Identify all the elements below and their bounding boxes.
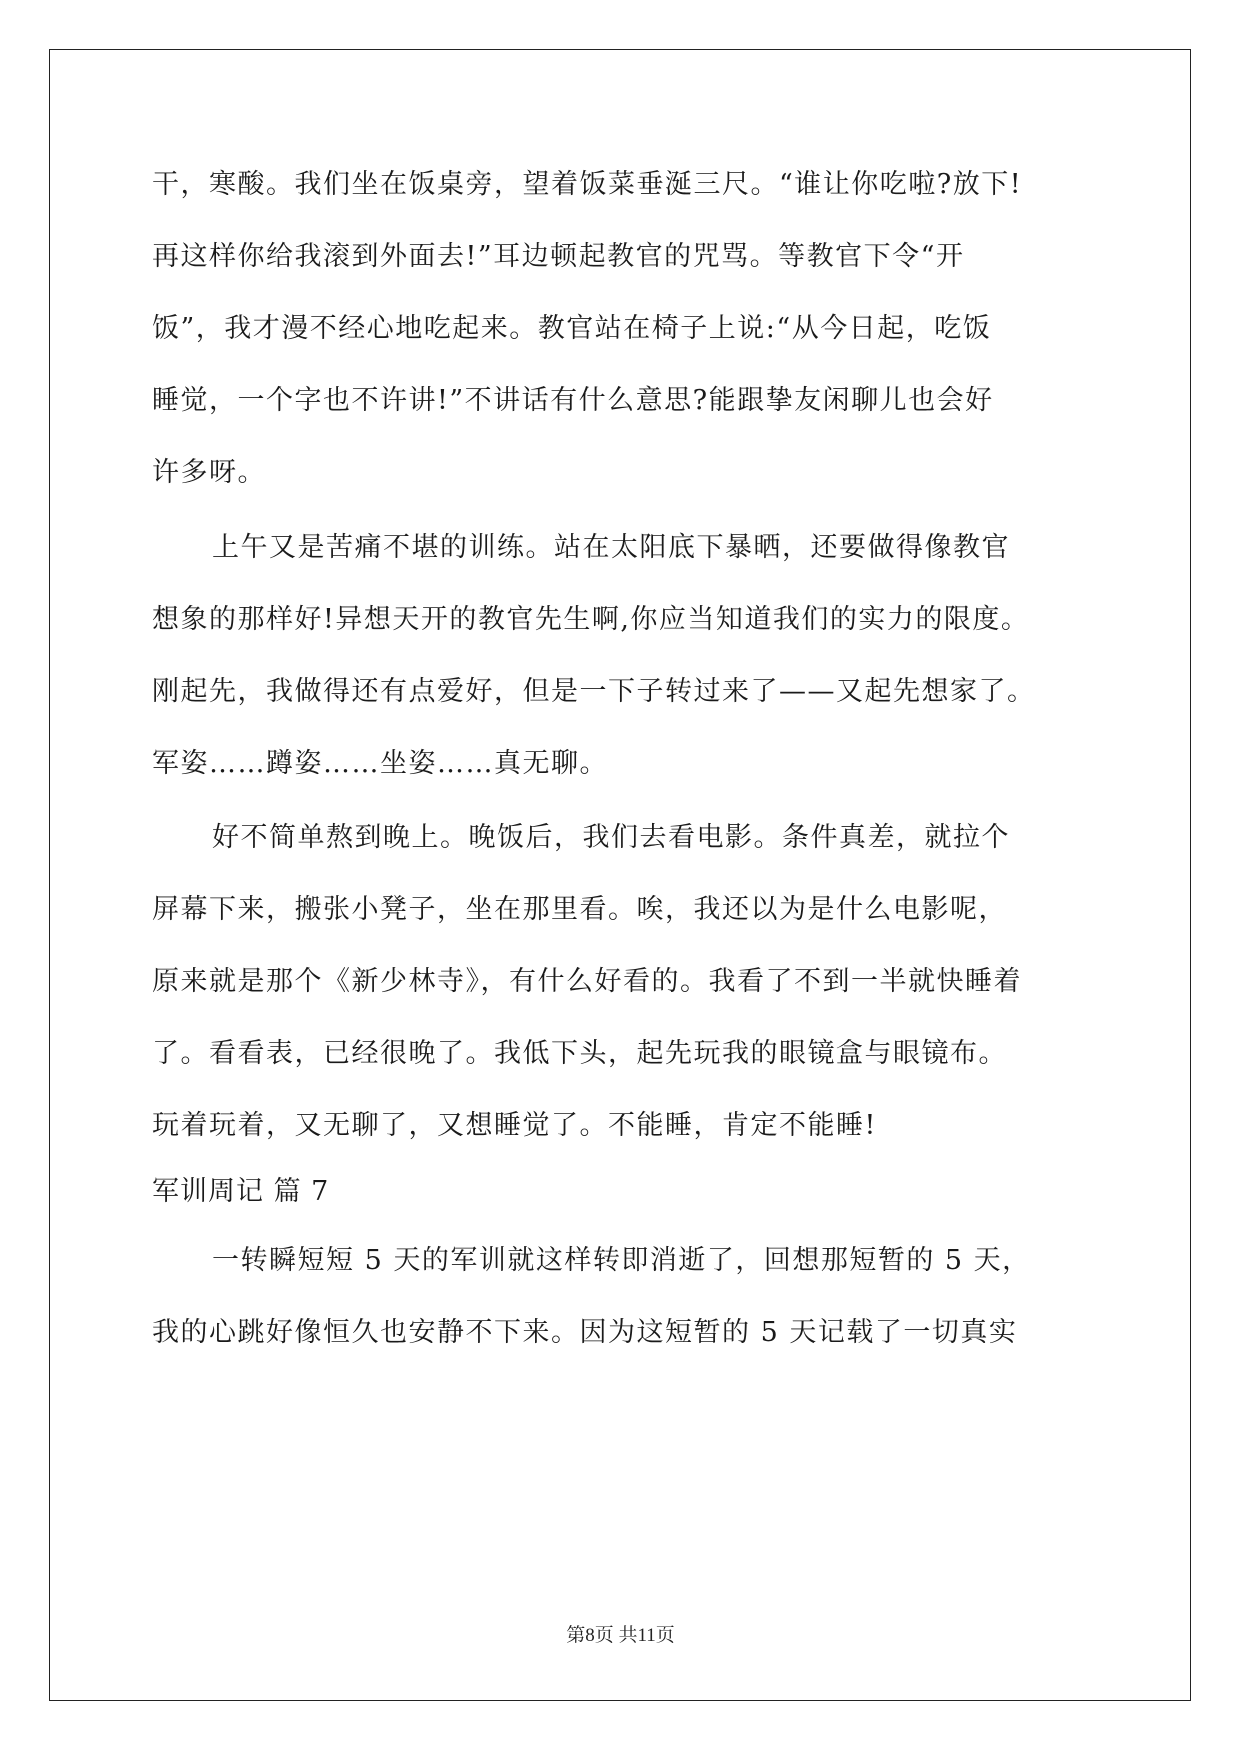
text-line: 睡觉，一个字也不许讲!”不讲话有什么意思?能跟挚友闲聊儿也会好	[152, 385, 994, 416]
text-line: 刚起先，我做得还有点爱好，但是一下子转过来了——又起先想家了。	[152, 676, 1036, 707]
page-border	[49, 49, 1191, 1701]
paragraph-start-line: 上午又是苦痛不堪的训练。站在太阳底下暴晒，还要做得像教官	[212, 532, 1010, 563]
paragraph-start-line: 好不简单熬到晚上。晚饭后，我们去看电影。条件真差，就拉个	[212, 822, 1010, 853]
text-line: 屏幕下来，搬张小凳子，坐在那里看。唉，我还以为是什么电影呢，	[152, 894, 1007, 925]
text-line: 原来就是那个《新少林寺》，有什么好看的。我看了不到一半就快睡着	[152, 966, 1022, 997]
text-line: 再这样你给我滚到外面去!”耳边顿起教官的咒骂。等教官下令“开	[152, 241, 965, 272]
text-line: 许多呀。	[152, 457, 266, 488]
text-line: 了。看看表，已经很晚了。我低下头，起先玩我的眼镜盒与眼镜布。	[152, 1038, 1007, 1069]
text-line: 想象的那样好!异想天开的教官先生啊,你应当知道我们的实力的限度。	[152, 604, 1030, 635]
text-line: 饭”，我才漫不经心地吃起来。教官站在椅子上说:“从今日起，吃饭	[152, 313, 992, 344]
paragraph-start-line: 一转瞬短短 5 天的军训就这样转即消逝了，回想那短暂的 5 天，	[212, 1245, 1031, 1276]
section-heading: 军训周记 篇 7	[152, 1176, 330, 1207]
text-line: 我的心跳好像恒久也安静不下来。因为这短暂的 5 天记载了一切真实	[152, 1317, 1018, 1348]
text-line: 干，寒酸。我们坐在饭桌旁，望着饭菜垂涎三尺。“谁让你吃啦?放下!	[152, 169, 1023, 200]
text-line: 军姿……蹲姿……坐姿……真无聊。	[152, 748, 608, 779]
page-number-footer: 第8页 共11页	[566, 1625, 675, 1646]
text-line: 玩着玩着，又无聊了，又想睡觉了。不能睡，肯定不能睡!	[152, 1110, 877, 1141]
